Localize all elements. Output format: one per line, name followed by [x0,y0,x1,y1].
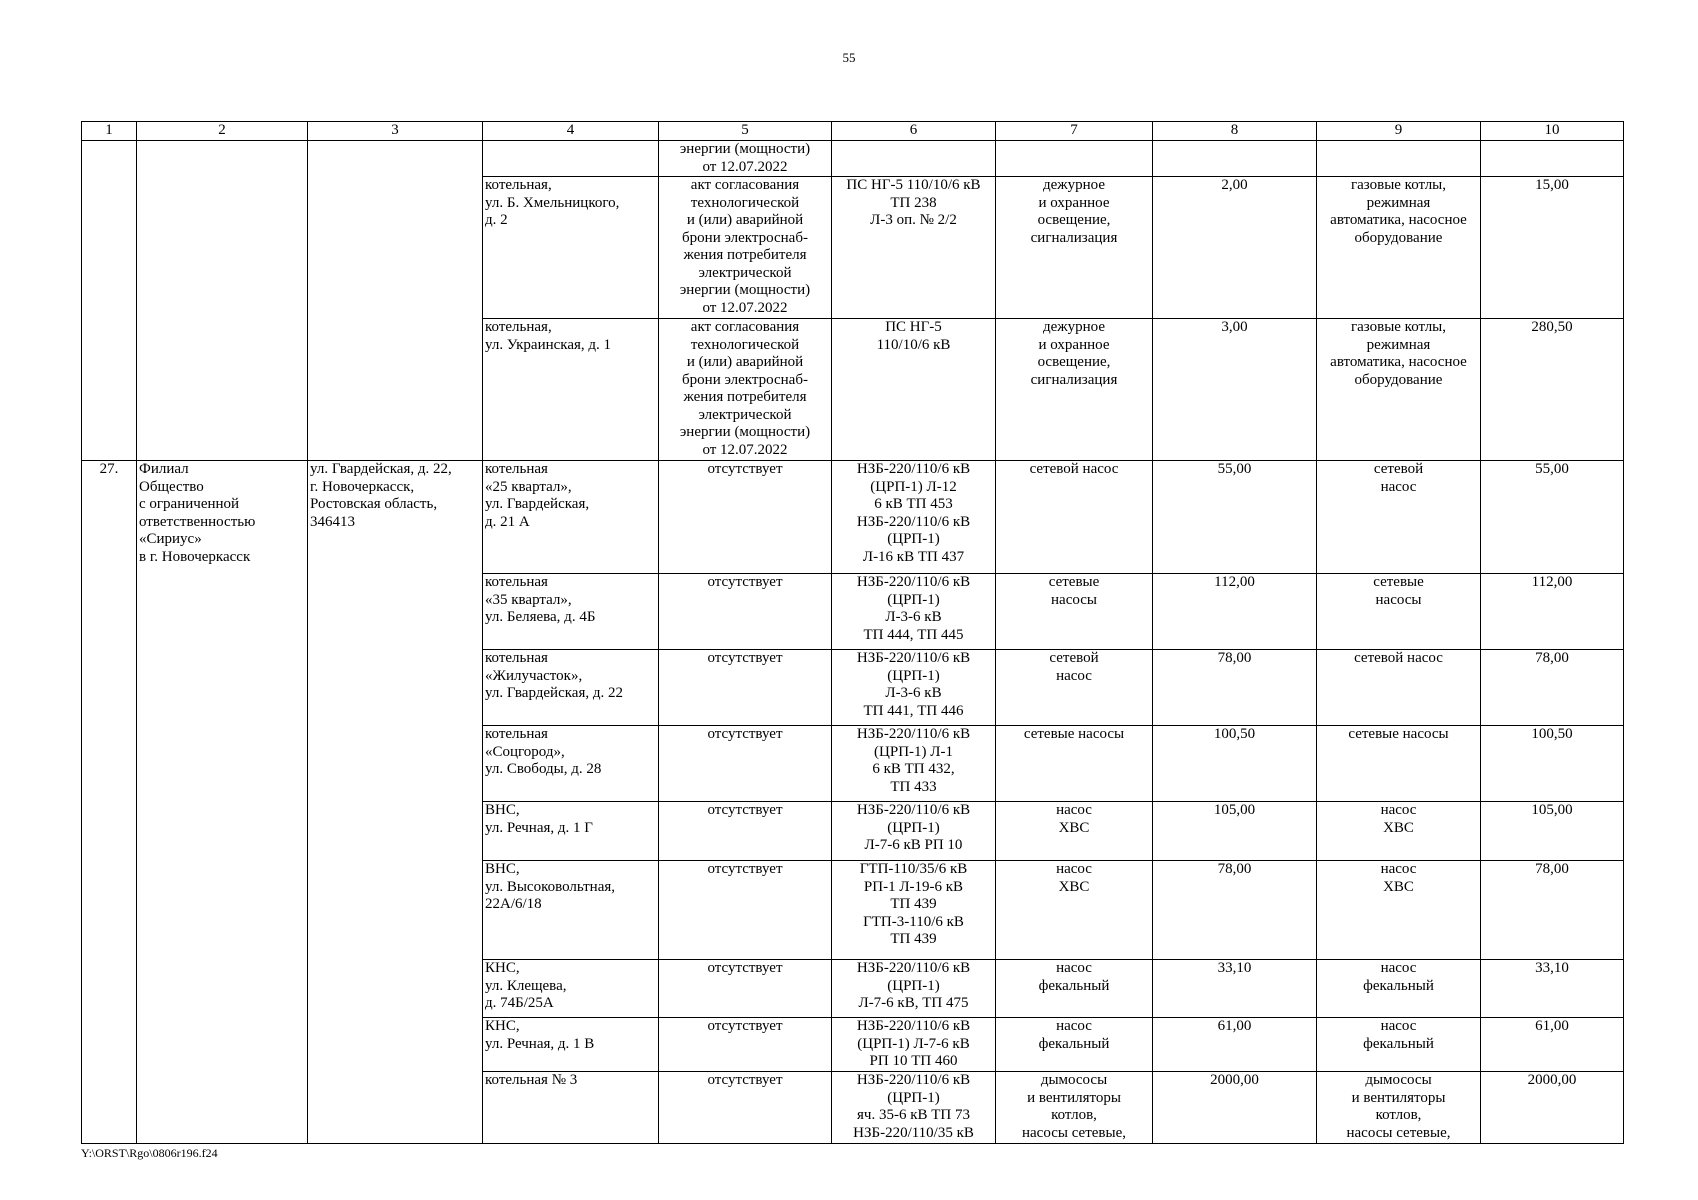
cell-c6: НЗБ-220/110/6 кВ (ЦРП-1) Л-7-6 кВ, ТП 475 [832,960,996,1018]
cell-c8 [1153,141,1317,177]
cell-c7: сетевые насосы [996,726,1153,802]
cell-c10: 112,00 [1481,574,1624,650]
cell-c7: насос фекальный [996,1018,1153,1072]
cell-c7: сетевой насос [996,461,1153,574]
cell-c10: 55,00 [1481,461,1624,574]
cell-c8: 55,00 [1153,461,1317,574]
cell-c5: отсутствует [659,1018,832,1072]
cell-c10: 15,00 [1481,177,1624,319]
cell-c10: 78,00 [1481,861,1624,960]
cell-c8: 61,00 [1153,1018,1317,1072]
cell-c5: отсутствует [659,1072,832,1144]
cell-c4: котельная «Соцгород», ул. Свободы, д. 28 [483,726,659,802]
cell-c5: акт согласования технологической и (или) аварийной брони электроснаб- жения потребителя электрической энергии (мощности) от 12.07.2022 [659,319,832,461]
cell-c5: отсутствует [659,802,832,861]
cell-c8: 33,10 [1153,960,1317,1018]
col-header-8: 8 [1153,122,1317,141]
cell-c9: сетевые насосы [1317,574,1481,650]
cell-c8: 112,00 [1153,574,1317,650]
cell-c7: насос ХВС [996,802,1153,861]
col-header-5: 5 [659,122,832,141]
cell-c10: 78,00 [1481,650,1624,726]
cell-c9: насос фекальный [1317,960,1481,1018]
cell-c4: КНС, ул. Клещева, д. 74Б/25А [483,960,659,1018]
cell-c10: 61,00 [1481,1018,1624,1072]
cell-c6: ГТП-110/35/6 кВ РП-1 Л-19-6 кВ ТП 439 ГТП-3-110/6 кВ ТП 439 [832,861,996,960]
cell-c8: 100,50 [1153,726,1317,802]
cell-c7: насос ХВС [996,861,1153,960]
cell-c5: отсутствует [659,574,832,650]
cell-c4: котельная, ул. Украинская, д. 1 [483,319,659,461]
cell-c4: ВНС, ул. Высоковольтная, 22А/6/18 [483,861,659,960]
cell-c9 [1317,141,1481,177]
col-header-4: 4 [483,122,659,141]
col-header-7: 7 [996,122,1153,141]
cell-c5: энергии (мощности) от 12.07.2022 [659,141,832,177]
cell-c4: котельная «Жилучасток», ул. Гвардейская, д. 22 [483,650,659,726]
cell-c9: дымососы и вентиляторы котлов, насосы сетевые, [1317,1072,1481,1144]
col-header-10: 10 [1481,122,1624,141]
col-header-2: 2 [137,122,308,141]
cell-c5: акт согласования технологической и (или) аварийной брони электроснаб- жения потребителя электрической энергии (мощности) от 12.07.2022 [659,177,832,319]
cell-c5: отсутствует [659,461,832,574]
col-header-3: 3 [308,122,483,141]
col-header-6: 6 [832,122,996,141]
cell-c8: 2000,00 [1153,1072,1317,1144]
header-row [82,122,1624,141]
cell-c9: сетевой насос [1317,461,1481,574]
cell-c4 [483,141,659,177]
col-header-9: 9 [1317,122,1481,141]
cell-c9: насос фекальный [1317,1018,1481,1072]
cell-c6: НЗБ-220/110/6 кВ (ЦРП-1) Л-3-6 кВ ТП 441, ТП 446 [832,650,996,726]
cell-c10: 33,10 [1481,960,1624,1018]
cell-c9: сетевые насосы [1317,726,1481,802]
cell-entry-number: 27. [82,461,137,1144]
cell-c10: 280,50 [1481,319,1624,461]
cell-c5: отсутствует [659,861,832,960]
cell-c7: сетевой насос [996,650,1153,726]
cell-address: ул. Гвардейская, д. 22, г. Новочеркасск, Ростовская область, 346413 [308,461,483,1144]
page-number: 55 [842,50,856,65]
cell-c10: 105,00 [1481,802,1624,861]
cell-c2 [137,141,308,461]
cell-c9: насос ХВС [1317,861,1481,960]
file-path: Y:\ORST\Rgo\0806r196.f24 [81,1146,218,1160]
cell-c4: котельная «25 квартал», ул. Гвардейская, д. 21 А [483,461,659,574]
cell-c6: ПС НГ-5 110/10/6 кВ [832,319,996,461]
cell-c6: НЗБ-220/110/6 кВ (ЦРП-1) Л-1 6 кВ ТП 432, ТП 433 [832,726,996,802]
cell-c1 [82,141,137,461]
cell-c6 [832,141,996,177]
cell-c5: отсутствует [659,726,832,802]
cell-c3 [308,141,483,461]
cell-c9: газовые котлы, режимная автоматика, насосное оборудование [1317,177,1481,319]
cell-c7: дежурное и охранное освещение, сигнализация [996,319,1153,461]
cell-c6: НЗБ-220/110/6 кВ (ЦРП-1) Л-7-6 кВ РП 10 ТП 460 [832,1018,996,1072]
cell-c6: НЗБ-220/110/6 кВ (ЦРП-1) яч. 35-6 кВ ТП 73 НЗБ-220/110/35 кВ [832,1072,996,1144]
cell-c9: насос ХВС [1317,802,1481,861]
cell-c5: отсутствует [659,650,832,726]
load-table [81,121,1624,1144]
cell-c7: дежурное и охранное освещение, сигнализация [996,177,1153,319]
col-header-1: 1 [82,122,137,141]
cell-c9: сетевой насос [1317,650,1481,726]
cell-c6: ПС НГ-5 110/10/6 кВ ТП 238 Л-3 оп. № 2/2 [832,177,996,319]
cell-c8: 78,00 [1153,861,1317,960]
cell-c4: КНС, ул. Речная, д. 1 В [483,1018,659,1072]
cell-c7 [996,141,1153,177]
cell-c5: отсутствует [659,960,832,1018]
cell-c9: газовые котлы, режимная автоматика, насосное оборудование [1317,319,1481,461]
table-row [82,141,1624,177]
cell-c6: НЗБ-220/110/6 кВ (ЦРП-1) Л-7-6 кВ РП 10 [832,802,996,861]
cell-c6: НЗБ-220/110/6 кВ (ЦРП-1) Л-3-6 кВ ТП 444, ТП 445 [832,574,996,650]
cell-organization: Филиал Общество с ограниченной ответственностью «Сириус» в г. Новочеркасск [137,461,308,1144]
cell-c10: 100,50 [1481,726,1624,802]
cell-c4: ВНС, ул. Речная, д. 1 Г [483,802,659,861]
cell-c4: котельная № 3 [483,1072,659,1144]
cell-c8: 2,00 [1153,177,1317,319]
cell-c4: котельная «35 квартал», ул. Беляева, д. 4Б [483,574,659,650]
table-row [82,461,1624,574]
cell-c7: насос фекальный [996,960,1153,1018]
cell-c10: 2000,00 [1481,1072,1624,1144]
cell-c6: НЗБ-220/110/6 кВ (ЦРП-1) Л-12 6 кВ ТП 453 НЗБ-220/110/6 кВ (ЦРП-1) Л-16 кВ ТП 437 [832,461,996,574]
cell-c7: сетевые насосы [996,574,1153,650]
cell-c8: 78,00 [1153,650,1317,726]
cell-c8: 3,00 [1153,319,1317,461]
cell-c8: 105,00 [1153,802,1317,861]
cell-c7: дымососы и вентиляторы котлов, насосы сетевые, [996,1072,1153,1144]
cell-c4: котельная, ул. Б. Хмельницкого, д. 2 [483,177,659,319]
cell-c10 [1481,141,1624,177]
